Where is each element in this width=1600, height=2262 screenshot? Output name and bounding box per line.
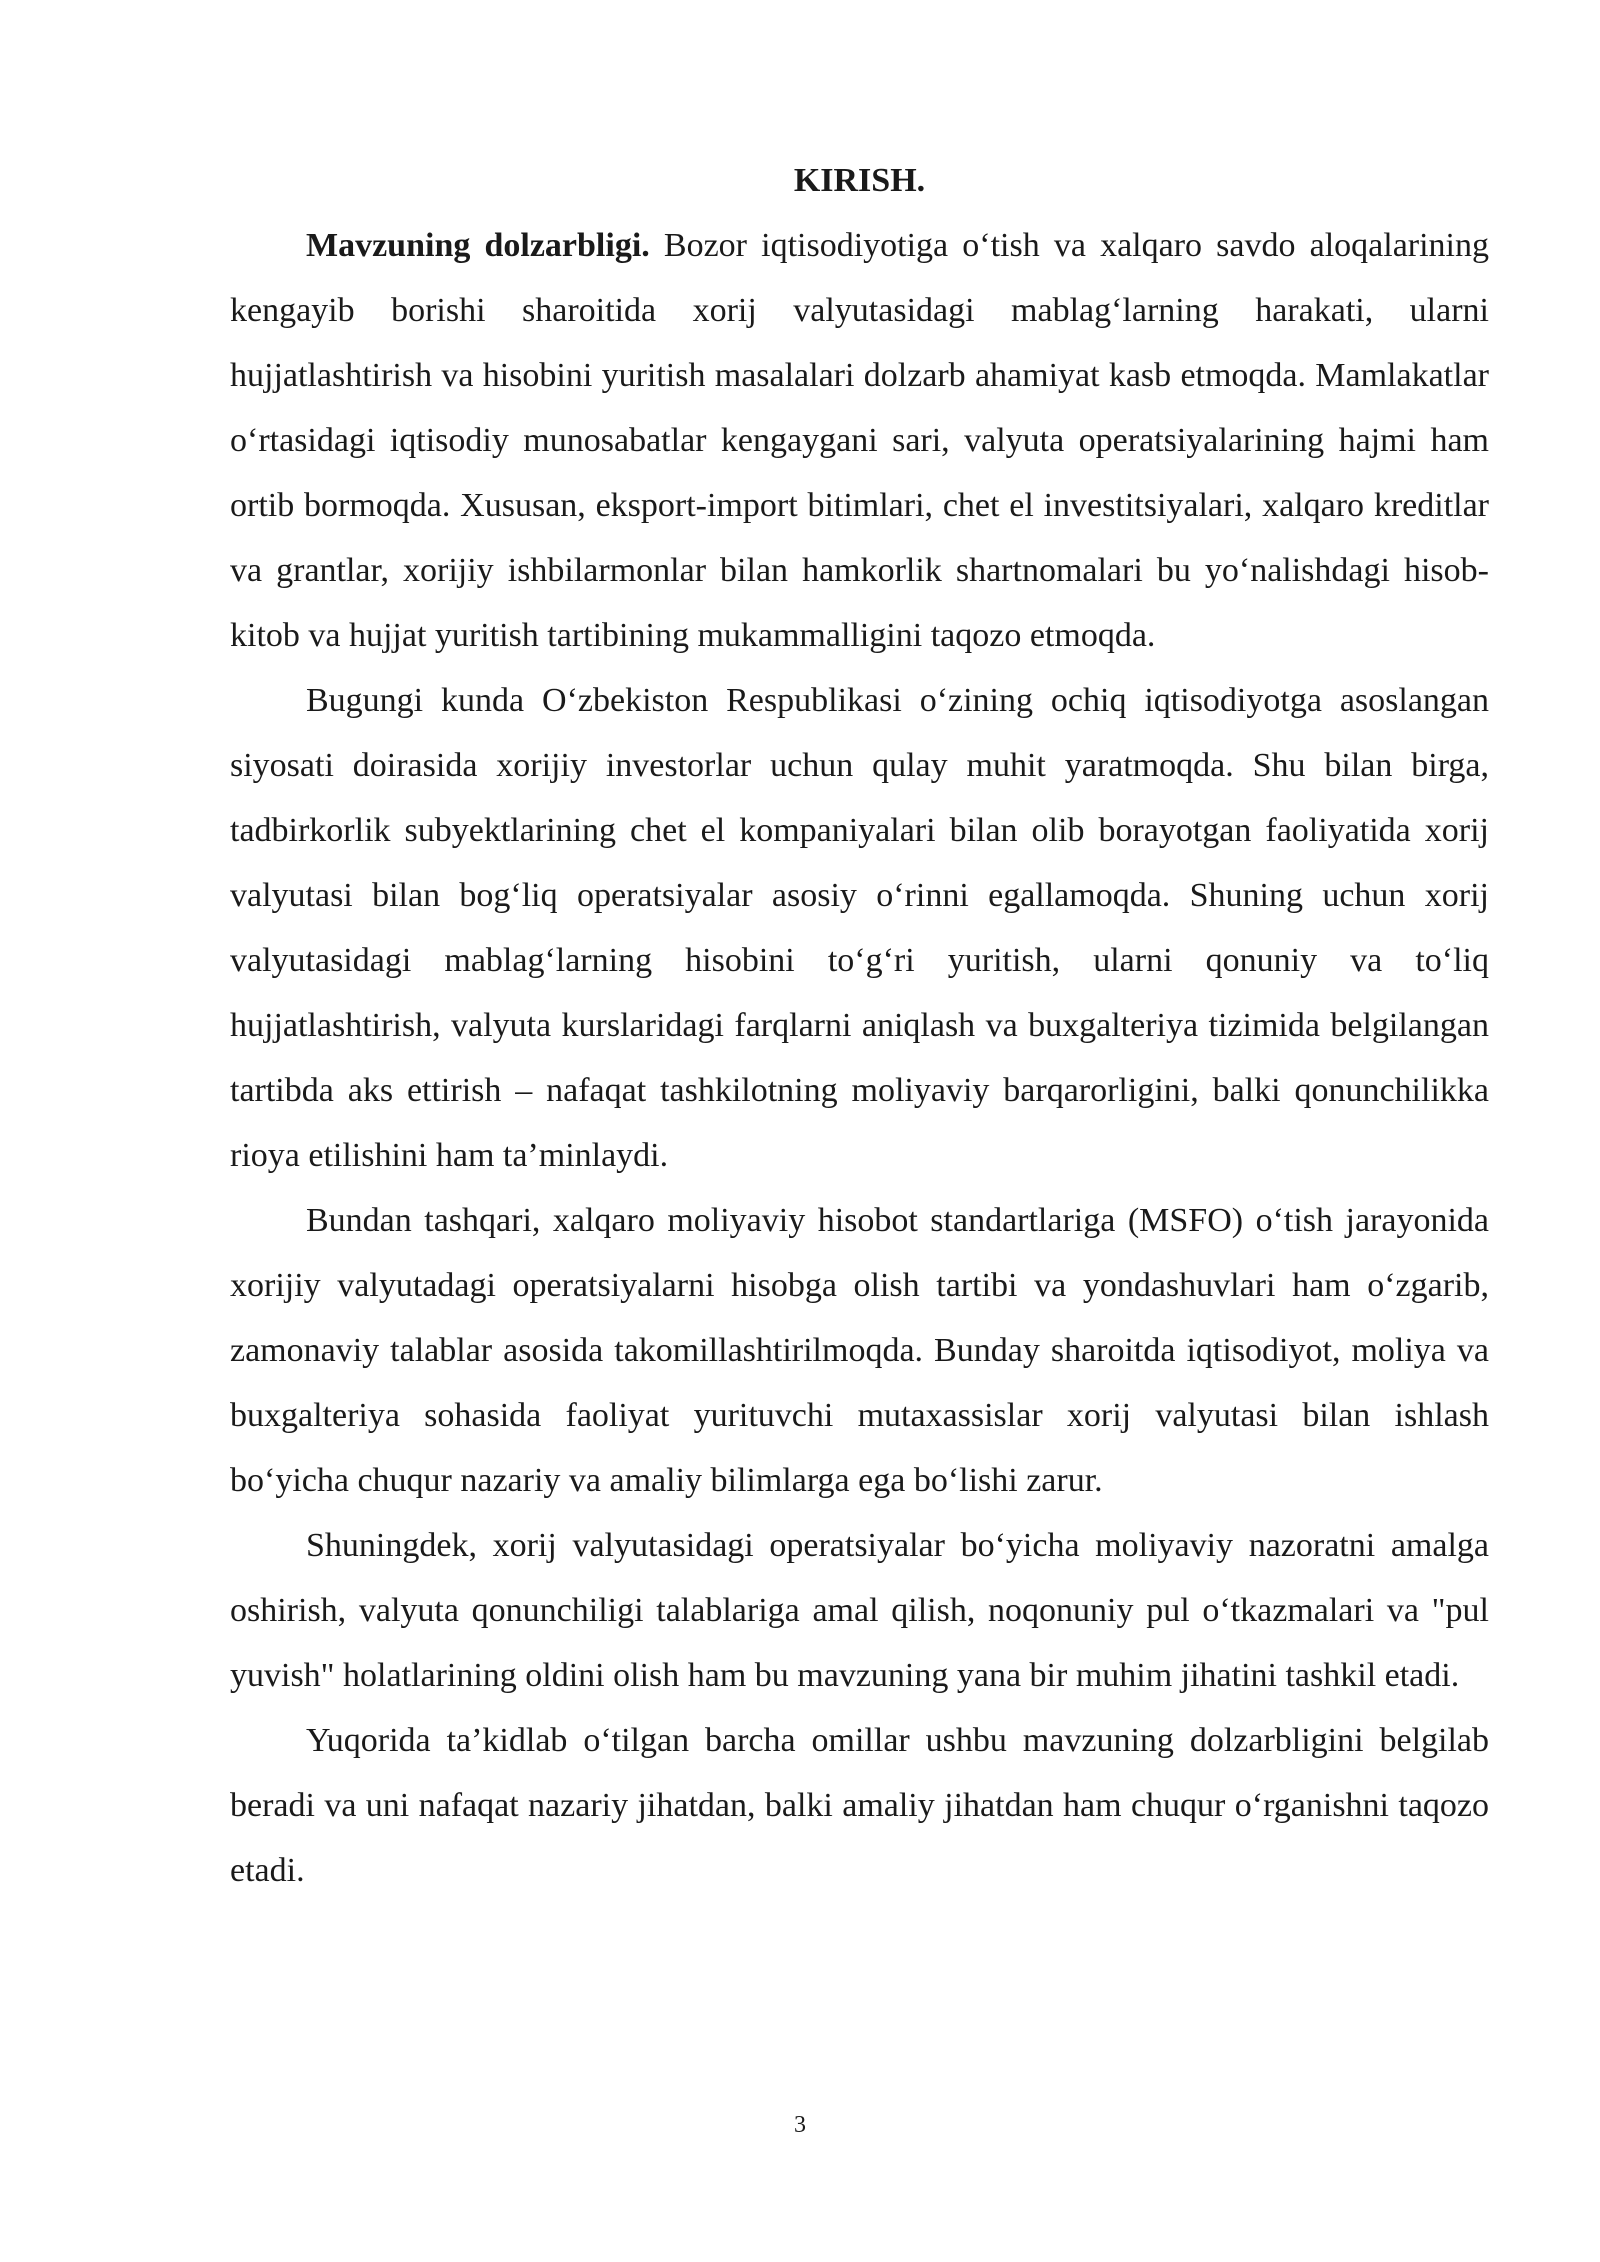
paragraph-text: Bozor iqtisodiyotiga o‘tish va xalqaro savdo aloqalarining kengayib borishi sharoitida xorij valyutasidagi mablag‘larning harakati, ularni hujjatlashtirish va hisobini yuritish masalalari dolzarb ahamiyat kasb etmoqda. Mamlakatlar o‘rtasidagi iqtisodiy munosabatlar kengaygani sari, valyuta operatsiyalarining hajmi ham ortib bormoqda. Xususan, eksport-import bitimlari, chet el investitsiyalari, xalqaro kreditlar va grantlar, xorijiy ishbilarmonlar bilan hamkorlik shartnomalari bu yo‘nalishdagi hisob-kitob va hujjat yuritish tartibining mukammalligini taqozo etmoqda.	[230, 227, 1490, 654]
page-body	[230, 148, 1489, 1903]
paragraph-text: Bundan tashqari, xalqaro moliyaviy hisobot standartlariga (MSFO) o‘tish jarayonida xorijiy valyutadagi operatsiyalarni hisobga olish tartibi va yondashuvlari ham o‘zgarib, zamonaviy talablar asosida takomillashtirilmoqda. Bunday sharoitda iqtisodiyot, moliya va buxgalteriya sohasida faoliyat yurituvchi mutaxassislar xorij valyutasi bilan ishlash bo‘yicha chuqur nazariy va amaliy bilimlarga ega bo‘lishi zarur.	[230, 1202, 1489, 1499]
paragraph-relevance	[230, 213, 1489, 668]
paragraph-conclusion	[230, 1708, 1489, 1903]
paragraph-uzbekistan	[230, 668, 1489, 1188]
paragraph-text: Yuqorida ta’kidlab o‘tilgan barcha omillar ushbu mavzuning dolzarbligini belgilab beradi va uni nafaqat nazariy jihatdan, balki amaliy jihatdan ham chuqur o‘rganishni taqozo etadi.	[230, 1722, 1489, 1889]
paragraph-lead: Mavzuning dolzarbligi.	[306, 227, 650, 264]
section-heading: KIRISH.	[793, 162, 926, 199]
paragraph-text: Shuningdek, xorij valyutasidagi operatsiyalar bo‘yicha moliyaviy nazoratni amalga oshirish, valyuta qonunchiligi talablariga amal qilish, noqonuniy pul o‘tkazmalari va "pul yuvish" holatlarining oldini olish ham bu mavzuning yana bir muhim jihatini tashkil etadi.	[230, 1527, 1489, 1694]
page-number: 3	[794, 2112, 806, 2138]
paragraph-control	[230, 1513, 1489, 1708]
paragraph-text: Bugungi kunda O‘zbekiston Respublikasi o‘zining ochiq iqtisodiyotga asoslangan siyosati doirasida xorijiy investorlar uchun qulay muhit yaratmoqda. Shu bilan birga, tadbirkorlik subyektlarining chet el kompaniyalari bilan olib borayotgan faoliyatida xorij valyutasi bilan bog‘liq operatsiyalar asosiy o‘rinni egallamoqda. Shuning uchun xorij valyutasidagi mablag‘larning hisobini to‘g‘ri yuritish, ularni qonuniy va to‘liq hujjatlashtirish, valyuta kurslaridagi farqlarni aniqlash va buxgalteriya tizimida belgilangan tartibda aks ettirish – nafaqat tashkilotning moliyaviy barqarorligini, balki qonunchilikka rioya etilishini ham ta’minlaydi.	[230, 682, 1489, 1174]
paragraph-msfo	[230, 1188, 1489, 1513]
